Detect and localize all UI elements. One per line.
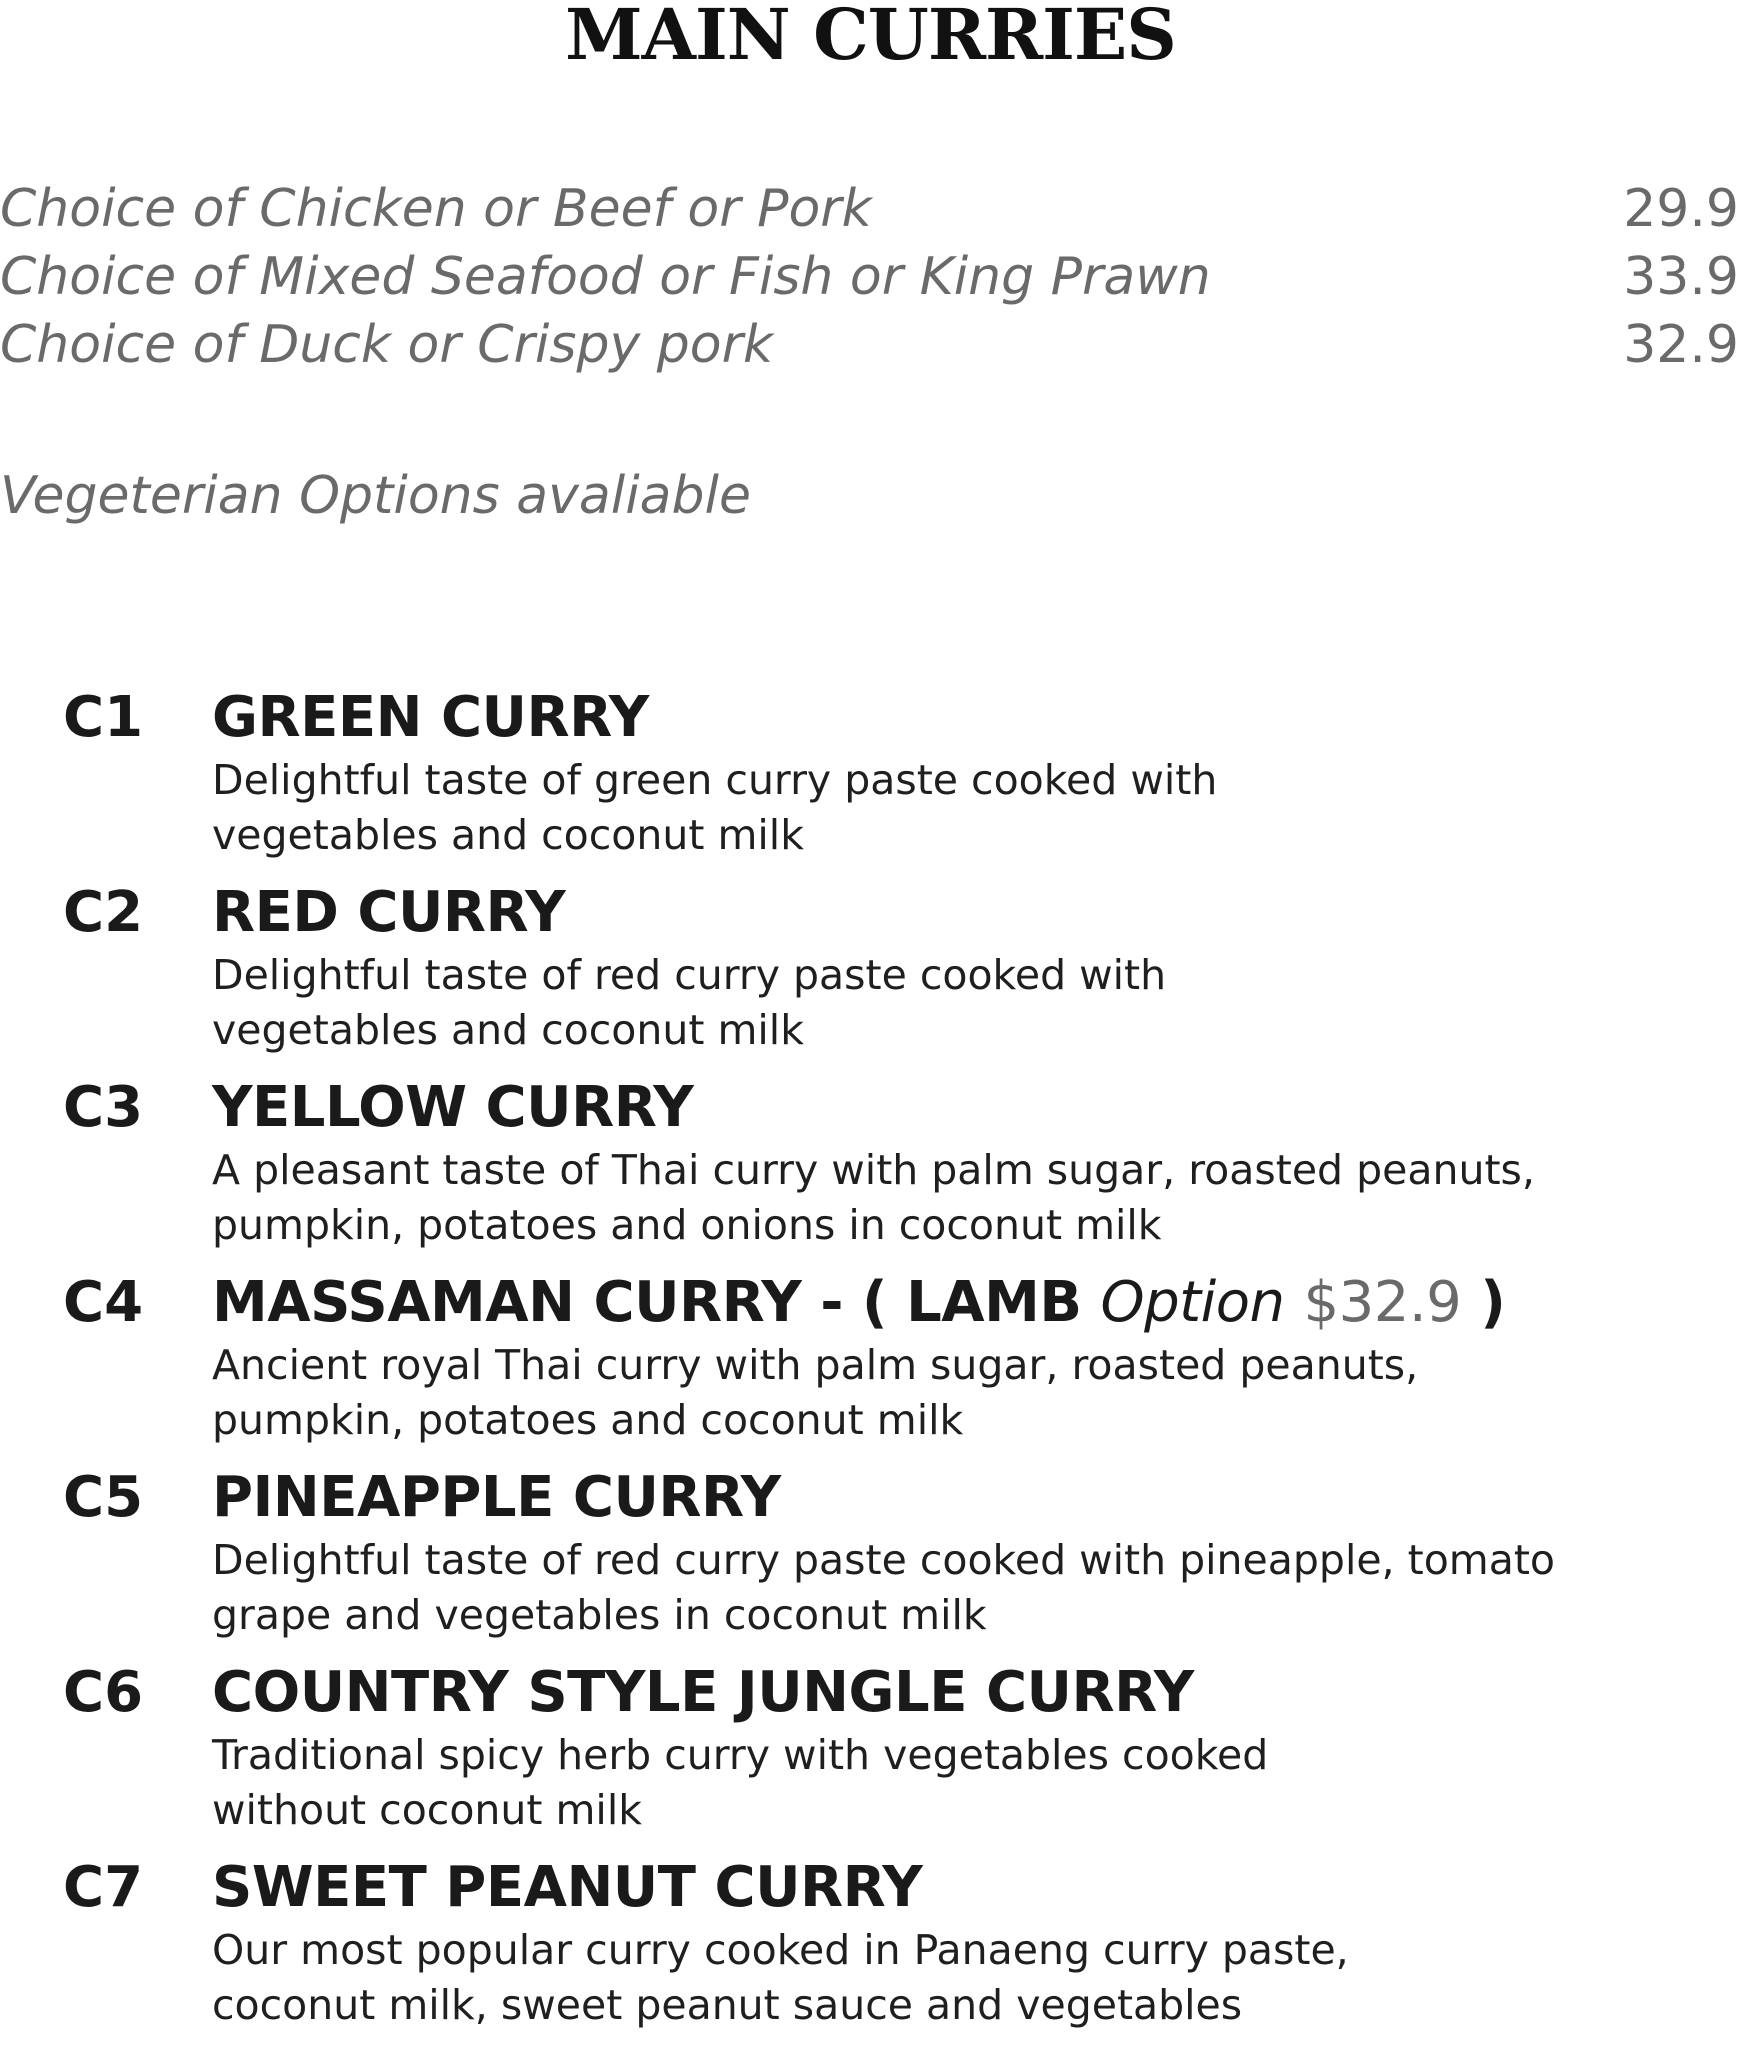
item-name: COUNTRY STYLE JUNGLE CURRY [212,1660,1194,1725]
price-row [0,175,1741,243]
price-label: Choice of Mixed Seafood or Fish or King Prawn [0,247,1211,307]
price-amount: 29.9 [1623,179,1739,239]
item-description [212,1143,1712,1253]
menu-item-c5 [63,1463,1723,1658]
item-name: GREEN CURRY [212,685,649,750]
option-price: $32.9 [1303,1270,1462,1335]
item-name: RED CURRY [212,880,566,945]
item-description [212,1728,1712,1838]
item-name: SWEET PEANUT CURRY [212,1855,923,1920]
item-description-line: Traditional spicy herb curry with vegetables cooked [212,1731,1269,1779]
item-description-line: grape and vegetables in coconut milk [212,1591,987,1639]
item-code: C2 [63,880,144,945]
item-code: C7 [63,1855,144,1920]
item-name [212,1268,1505,1338]
item-code: C4 [63,1270,144,1335]
item-description-line: vegetables and coconut milk [212,811,804,859]
item-description-line: Ancient royal Thai curry with palm sugar, roasted peanuts, [212,1341,1419,1389]
item-description [212,1338,1712,1448]
item-name: PINEAPPLE CURRY [212,1465,781,1530]
item-description-line: pumpkin, potatoes and coconut milk [212,1396,964,1444]
item-code: C1 [63,685,144,750]
item-description-line: Our most popular curry cooked in Panaeng curry paste, [212,1926,1349,1974]
price-amount: 33.9 [1623,247,1739,307]
menu-item-c4 [63,1268,1723,1463]
page-title: MAIN CURRIES [565,0,1176,76]
item-description [212,1533,1712,1643]
price-amount: 32.9 [1623,315,1739,375]
item-description-line: pumpkin, potatoes and onions in coconut milk [212,1201,1162,1249]
price-row [0,311,1741,379]
item-description-line: Delightful taste of red curry paste cooked with [212,951,1167,999]
item-name: YELLOW CURRY [212,1075,694,1140]
menu-item-c6 [63,1658,1723,1853]
item-description-line: A pleasant taste of Thai curry with palm sugar, roasted peanuts, [212,1146,1535,1194]
price-label: Choice of Duck or Crispy pork [0,315,774,375]
item-code: C6 [63,1660,144,1725]
item-description-line: vegetables and coconut milk [212,1006,804,1054]
item-description [212,948,1712,1058]
price-label: Choice of Chicken or Beef or Pork [0,179,872,239]
price-list [0,175,1741,379]
option-label: Option [1100,1270,1285,1335]
price-row [0,243,1741,311]
item-description-line: Delightful taste of green curry paste cooked with [212,756,1218,804]
menu-item-c3 [63,1073,1723,1268]
menu-item-c1 [63,683,1723,878]
menu-item-c7 [63,1853,1723,2048]
item-description [212,753,1712,863]
item-name-close: ) [1480,1270,1506,1335]
curry-menu-list [63,683,1723,2048]
item-code: C3 [63,1075,144,1140]
item-description-line: Delightful taste of red curry paste cooked with pineapple, tomato [212,1536,1556,1584]
item-description-line: without coconut milk [212,1786,642,1834]
item-description-line: coconut milk, sweet peanut sauce and vegetables [212,1981,1243,2029]
menu-item-c2 [63,878,1723,1073]
item-name-text: MASSAMAN CURRY - ( LAMB [212,1270,1082,1335]
vegetarian-note: Vegeterian Options avaliable [0,466,751,526]
item-description [212,1923,1712,2033]
item-code: C5 [63,1465,144,1530]
